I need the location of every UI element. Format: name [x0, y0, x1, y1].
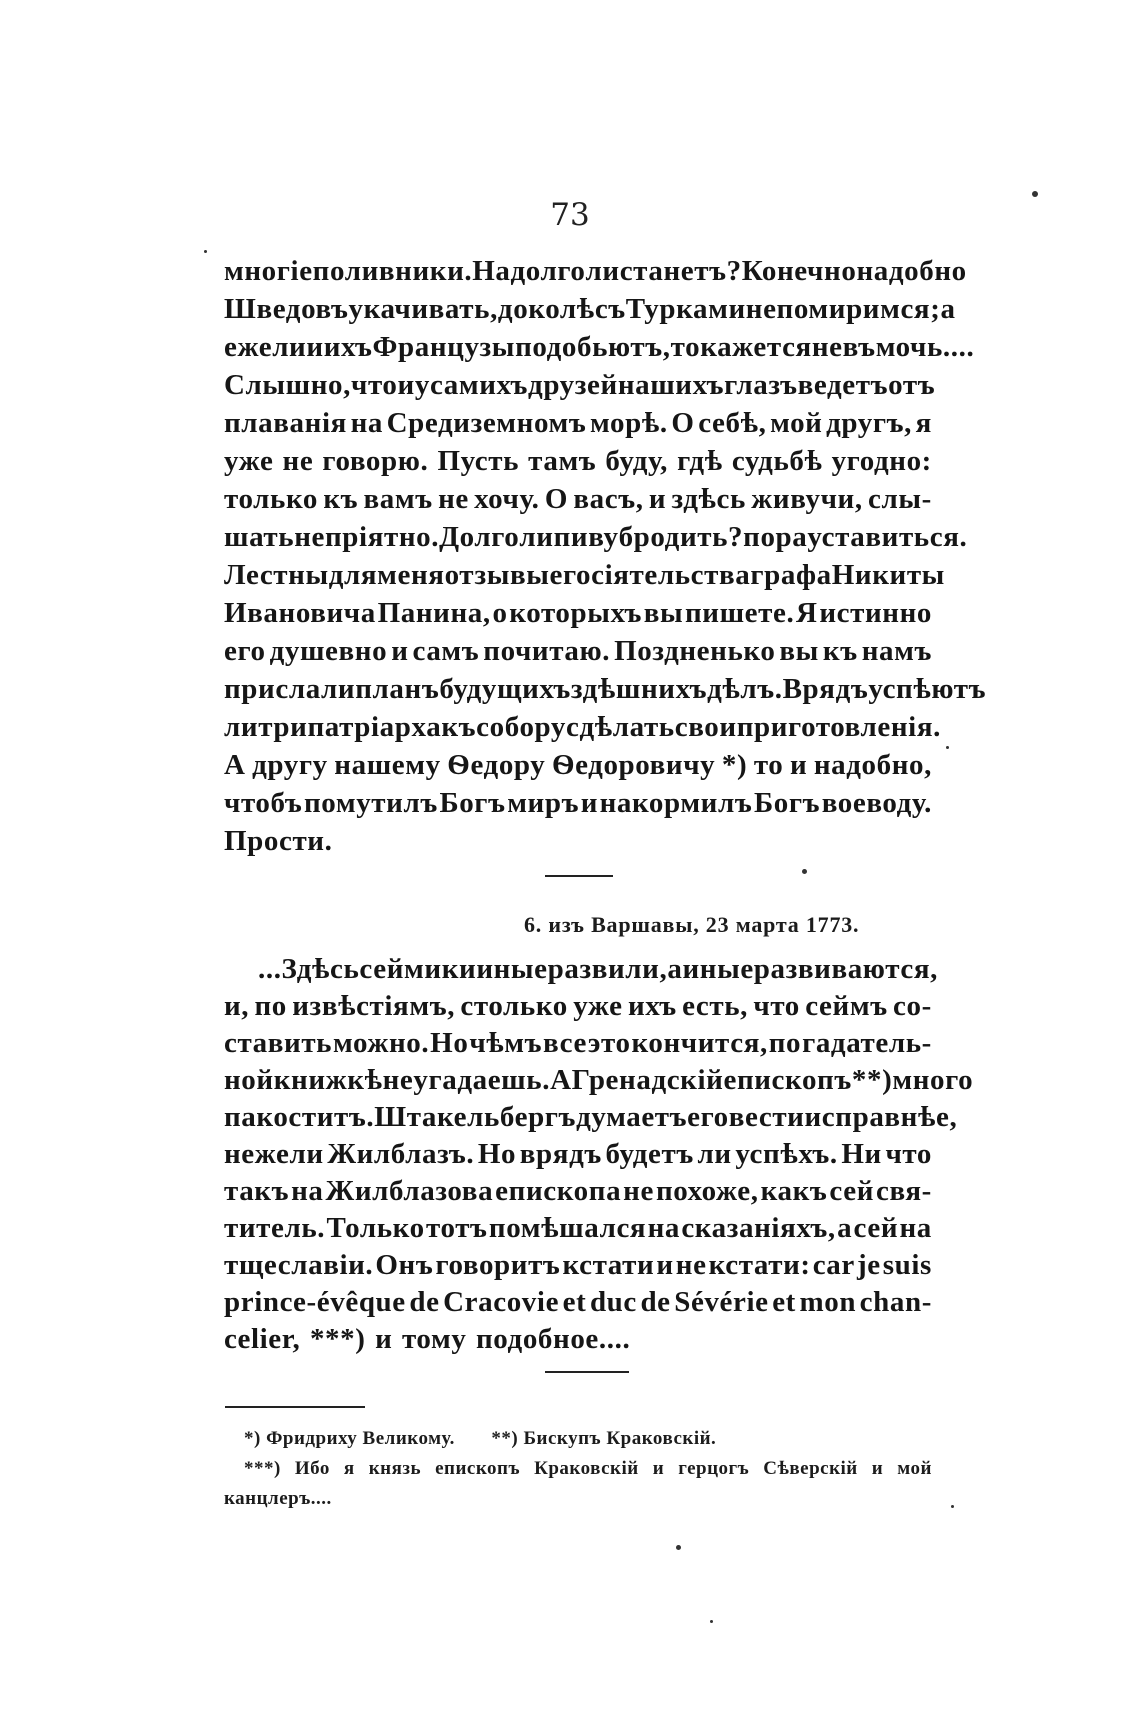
footnote-3-continuation: канцлеръ....: [224, 1488, 332, 1509]
text-line: [224, 1321, 932, 1358]
word: о: [492, 597, 508, 629]
word: et: [772, 1286, 796, 1318]
text-underline: [545, 1371, 629, 1373]
word: и: [375, 1323, 393, 1355]
word: ***): [309, 1323, 366, 1355]
word: и: [789, 749, 808, 781]
word: шать: [224, 521, 295, 553]
text-line: [224, 784, 932, 822]
word: здѣшнихъ: [570, 673, 708, 705]
word: de: [640, 1286, 671, 1318]
word: Но: [477, 1138, 517, 1170]
footnote-word: епископъ: [435, 1458, 521, 1479]
word: это: [587, 1027, 631, 1059]
word: ...Здѣсь: [258, 953, 360, 985]
footnote-word: Сѣверскій: [763, 1458, 858, 1479]
word: тотъ: [426, 1212, 488, 1244]
word: Ивановича: [224, 597, 376, 629]
word: и: [648, 483, 667, 515]
word: Лестны: [224, 559, 329, 591]
word: car: [812, 1249, 855, 1281]
word: сеймики: [359, 953, 477, 985]
word: Sévérie: [674, 1286, 769, 1318]
word: сеймъ: [805, 990, 888, 1022]
word: три: [258, 711, 308, 743]
word: что: [753, 990, 800, 1022]
word: сказаніяхъ,: [681, 1212, 836, 1244]
text-line: [224, 670, 987, 708]
scan-speck: [710, 1620, 713, 1623]
word: надобно,: [813, 749, 932, 781]
word: Жилблазова: [325, 1175, 494, 1207]
word: ихъ: [323, 331, 373, 363]
word: вамъ: [363, 483, 433, 515]
word: и: [656, 1249, 674, 1281]
word: на: [899, 1212, 932, 1244]
word: въ: [842, 331, 876, 363]
word: буду,: [605, 445, 669, 477]
word: je: [856, 1249, 881, 1281]
word: Французы: [372, 331, 516, 363]
word: съ: [594, 293, 626, 325]
word: Богъ: [753, 787, 821, 819]
word: не: [811, 331, 843, 363]
word: иные: [682, 953, 754, 985]
word: Шведовъ: [224, 293, 349, 325]
text-line: [224, 708, 941, 746]
word: de: [409, 1286, 440, 1318]
word: ли: [697, 1138, 732, 1170]
word: свои: [674, 711, 737, 743]
word: Врядъ: [782, 673, 869, 705]
scan-speck: [946, 746, 949, 749]
footnote-divider: [225, 1406, 365, 1408]
word: мой: [770, 407, 823, 439]
word: сей: [829, 1175, 874, 1207]
word: долго: [510, 255, 586, 287]
word: воеводу.: [821, 787, 932, 819]
word: успѣхъ.: [735, 1138, 838, 1170]
word: можно.: [333, 1027, 430, 1059]
word: плаванія: [224, 407, 347, 439]
word: то: [670, 331, 701, 363]
section-divider: [545, 875, 613, 877]
word: Только: [326, 1212, 425, 1244]
text-line: [224, 632, 932, 670]
word: все: [543, 1027, 587, 1059]
text-line: [224, 1025, 932, 1062]
word: у: [414, 369, 430, 401]
word: ли: [519, 521, 554, 553]
word: другъ,: [826, 407, 912, 439]
footnote-word: мой: [897, 1458, 932, 1479]
word: Поздненько: [614, 635, 776, 667]
word: развили,: [547, 953, 668, 985]
text-line: [224, 518, 968, 556]
word: дѣлъ.: [707, 673, 783, 705]
word: Cracovie: [443, 1286, 560, 1318]
word: вы: [643, 597, 684, 629]
word: а: [667, 953, 683, 985]
word: его: [224, 635, 266, 667]
word: самихъ: [429, 369, 529, 401]
word: уже: [224, 445, 274, 477]
word: къ: [441, 711, 477, 743]
text-line: [224, 1210, 932, 1247]
word: уже: [573, 990, 623, 1022]
letter-6-body: [224, 951, 974, 1358]
word: На: [472, 255, 511, 287]
word: кончится,: [631, 1027, 768, 1059]
word: нашихъ: [617, 369, 725, 401]
word: истинно: [819, 597, 932, 629]
word: тому: [401, 1323, 467, 1355]
word: морѣ.: [590, 407, 668, 439]
word: пиву: [553, 521, 619, 553]
text-line: [224, 1062, 974, 1099]
word: будетъ: [605, 1138, 694, 1170]
word: угадаешь.: [413, 1064, 551, 1096]
word: меня: [377, 559, 445, 591]
word: его: [687, 1101, 729, 1133]
word: что: [885, 1138, 932, 1170]
word: его: [549, 559, 592, 591]
word: по: [768, 1027, 802, 1059]
word: не: [382, 1064, 414, 1096]
scan-speck: [676, 1545, 681, 1550]
word: et: [562, 1286, 587, 1318]
word: будущихъ: [439, 673, 571, 705]
word: сіятельства: [591, 559, 751, 591]
word: и: [306, 331, 324, 363]
word: слы-: [868, 483, 932, 515]
word: пишете.: [684, 597, 795, 629]
word: друзей: [528, 369, 618, 401]
word: ежели: [224, 331, 307, 363]
word: епископъ: [723, 1064, 852, 1096]
word: не: [745, 293, 777, 325]
word: а: [940, 293, 956, 325]
word: duc: [589, 1286, 637, 1318]
word: на: [291, 1175, 324, 1207]
word: подобьютъ,: [515, 331, 671, 363]
text-line: [224, 746, 932, 784]
text-line: [224, 1247, 932, 1284]
word: титель.: [224, 1212, 326, 1244]
word: тщеславіи.: [224, 1249, 374, 1281]
word: не: [675, 1249, 707, 1281]
word: гдѣ: [677, 445, 723, 477]
word: сей: [853, 1212, 899, 1244]
word: сдѣлать: [566, 711, 675, 743]
footnote-word: Ибо: [294, 1458, 330, 1479]
word: намъ: [861, 635, 932, 667]
word: Я: [796, 597, 818, 629]
word: душевно: [269, 635, 388, 667]
word: врядъ: [519, 1138, 602, 1170]
word: кстати: [562, 1249, 655, 1281]
word: епископа: [495, 1175, 622, 1207]
word: и: [391, 635, 409, 667]
footnote-2: **) Бискупъ Краковскій.: [491, 1428, 717, 1449]
footnote-word: Краковскій: [534, 1458, 639, 1479]
word: А: [550, 1064, 572, 1096]
word: и,: [224, 990, 250, 1022]
word: на: [647, 1212, 680, 1244]
word: бродить?: [618, 521, 744, 553]
word: собору: [476, 711, 566, 743]
word: не: [623, 1175, 654, 1207]
word: не: [282, 445, 314, 477]
word: глазъ: [724, 369, 798, 401]
word: свя-: [876, 1175, 932, 1207]
word: почитаю.: [483, 635, 611, 667]
word: Панина,: [377, 597, 491, 629]
word: Пусть: [437, 445, 520, 477]
word: помиримся;: [776, 293, 941, 325]
word: а: [837, 1212, 853, 1244]
word: ставить: [224, 1027, 333, 1059]
word: здѣсь: [671, 483, 746, 515]
word: приготовленія.: [736, 711, 941, 743]
word: Ни: [841, 1138, 882, 1170]
word: **): [851, 1064, 893, 1096]
word: Штакельбергъ: [374, 1101, 577, 1133]
word: по: [254, 990, 287, 1022]
scan-speck: [1032, 191, 1038, 197]
word: патріарха: [307, 711, 442, 743]
text-line: [224, 822, 932, 860]
word: Онъ: [375, 1249, 434, 1281]
word: кстати:: [708, 1249, 811, 1281]
text-line: [224, 988, 932, 1025]
word: ли: [585, 255, 620, 287]
word: къ: [822, 635, 858, 667]
word: графа: [750, 559, 832, 591]
word: планъ: [355, 673, 440, 705]
word: похоже,: [655, 1175, 759, 1207]
word: на: [350, 407, 383, 439]
word: къ: [323, 483, 359, 515]
word: Жилблазъ.: [327, 1138, 475, 1170]
word: пора: [743, 521, 808, 553]
text-line: [224, 1284, 932, 1321]
word: судьбѣ: [731, 445, 823, 477]
footnote-3: [224, 1454, 932, 1484]
word: нашему: [334, 749, 441, 781]
text-line: [224, 366, 936, 404]
word: помутилъ: [304, 787, 438, 819]
word: накормилъ: [599, 787, 753, 819]
word: О: [671, 407, 695, 439]
word: и: [580, 787, 598, 819]
word: говоритъ: [435, 1249, 561, 1281]
word: вы: [779, 635, 819, 667]
word: celier,: [224, 1323, 301, 1355]
word: живучи,: [751, 483, 863, 515]
word: пакоститъ.: [224, 1101, 375, 1133]
word: Ѳедоровичу: [551, 749, 716, 781]
word: Турками: [625, 293, 746, 325]
text-line: [224, 328, 975, 366]
text-line: [224, 404, 932, 442]
footnote-word: и: [871, 1458, 884, 1479]
text-line: [224, 442, 932, 480]
text-line: [224, 290, 956, 328]
word: надобно: [856, 255, 967, 287]
word: что: [351, 369, 398, 401]
word: книжкѣ: [273, 1064, 383, 1096]
word: Ѳедору: [447, 749, 546, 781]
scan-speck: [204, 250, 207, 253]
footnote-1: *) Фридриху Великому.: [244, 1428, 455, 1449]
text-line: [224, 1136, 932, 1173]
word: думаетъ: [576, 1101, 688, 1133]
word: Но: [430, 1027, 469, 1059]
word: chan-: [859, 1286, 932, 1318]
word: доколѣ: [497, 293, 595, 325]
word: мочь....: [875, 331, 975, 363]
word: укачивать,: [348, 293, 498, 325]
word: отзывы: [444, 559, 550, 591]
word: исправнѣе,: [804, 1101, 958, 1133]
footnote-word: герцогъ: [678, 1458, 750, 1479]
word: Богъ: [439, 787, 506, 819]
word: то: [753, 749, 784, 781]
word: тамъ: [528, 445, 597, 477]
word: mon: [799, 1286, 857, 1318]
word: отъ: [888, 369, 936, 401]
word: Конечно: [741, 255, 857, 287]
word: только: [224, 483, 319, 515]
footnote-word: князь: [368, 1458, 422, 1479]
footnotes: [224, 1424, 932, 1514]
word: Долго: [439, 521, 520, 553]
word: прислали: [224, 673, 356, 705]
scan-speck: [802, 869, 807, 874]
word: иные: [476, 953, 548, 985]
word: ведетъ: [797, 369, 889, 401]
text-line: [224, 1173, 932, 1210]
word: которыхъ: [509, 597, 642, 629]
word: Прости.: [224, 825, 333, 857]
word: много: [892, 1064, 974, 1096]
word: самъ: [412, 635, 480, 667]
footnote-word: я: [343, 1458, 355, 1479]
word: поливники.: [312, 255, 473, 287]
word: ли: [224, 711, 259, 743]
word: уставиться.: [807, 521, 968, 553]
word: Средиземномъ: [386, 407, 587, 439]
word: такъ: [224, 1175, 290, 1207]
word: со-: [893, 990, 932, 1022]
letter-5-body: [224, 252, 987, 860]
word: ной: [224, 1064, 274, 1096]
word: нежели: [224, 1138, 324, 1170]
text-line: [224, 951, 938, 988]
word: васъ,: [573, 483, 644, 515]
word: кажется: [700, 331, 812, 363]
word: миръ: [507, 787, 580, 819]
word: столько: [460, 990, 568, 1022]
text-line: [224, 556, 945, 594]
word: другу: [252, 749, 328, 781]
word: и: [397, 369, 415, 401]
word: многіе: [224, 255, 313, 287]
word: какъ: [760, 1175, 828, 1207]
word: помѣшался: [488, 1212, 647, 1244]
letter-6-heading: 6. изъ Варшавы, 23 марта 1773.: [524, 912, 860, 937]
text-line: [224, 594, 932, 632]
word: *): [721, 749, 748, 781]
word: извѣстіямъ,: [292, 990, 456, 1022]
word: хочу.: [474, 483, 540, 515]
word: я: [915, 407, 932, 439]
word: успѣютъ: [868, 673, 987, 705]
word: не: [438, 483, 469, 515]
word: Гренадскій: [571, 1064, 724, 1096]
word: станетъ?: [619, 255, 742, 287]
word: гадатель-: [802, 1027, 932, 1059]
text-line: [224, 480, 932, 518]
word: подобное....: [475, 1323, 631, 1355]
text-line: [224, 252, 967, 290]
word: Никиты: [831, 559, 945, 591]
word: чтобъ: [224, 787, 303, 819]
word: suis: [882, 1249, 932, 1281]
word: А: [224, 749, 246, 781]
page-number: 73: [550, 197, 590, 233]
word: Слышно,: [224, 369, 351, 401]
text-line: [224, 1099, 958, 1136]
word: говорю.: [322, 445, 429, 477]
word: для: [328, 559, 378, 591]
footnote-word: и: [652, 1458, 665, 1479]
word: ихъ: [627, 990, 677, 1022]
word: себѣ,: [698, 407, 767, 439]
word: О: [544, 483, 569, 515]
word: угодно:: [831, 445, 932, 477]
footnote-word: ***): [244, 1458, 281, 1479]
word: вести: [728, 1101, 805, 1133]
footnote-line: [224, 1424, 932, 1454]
word: prince-évêque: [224, 1286, 406, 1318]
word: чѣмъ: [469, 1027, 543, 1059]
word: есть,: [682, 990, 749, 1022]
word: развиваются,: [753, 953, 938, 985]
word: непріятно.: [294, 521, 440, 553]
scan-speck: [951, 1505, 954, 1508]
